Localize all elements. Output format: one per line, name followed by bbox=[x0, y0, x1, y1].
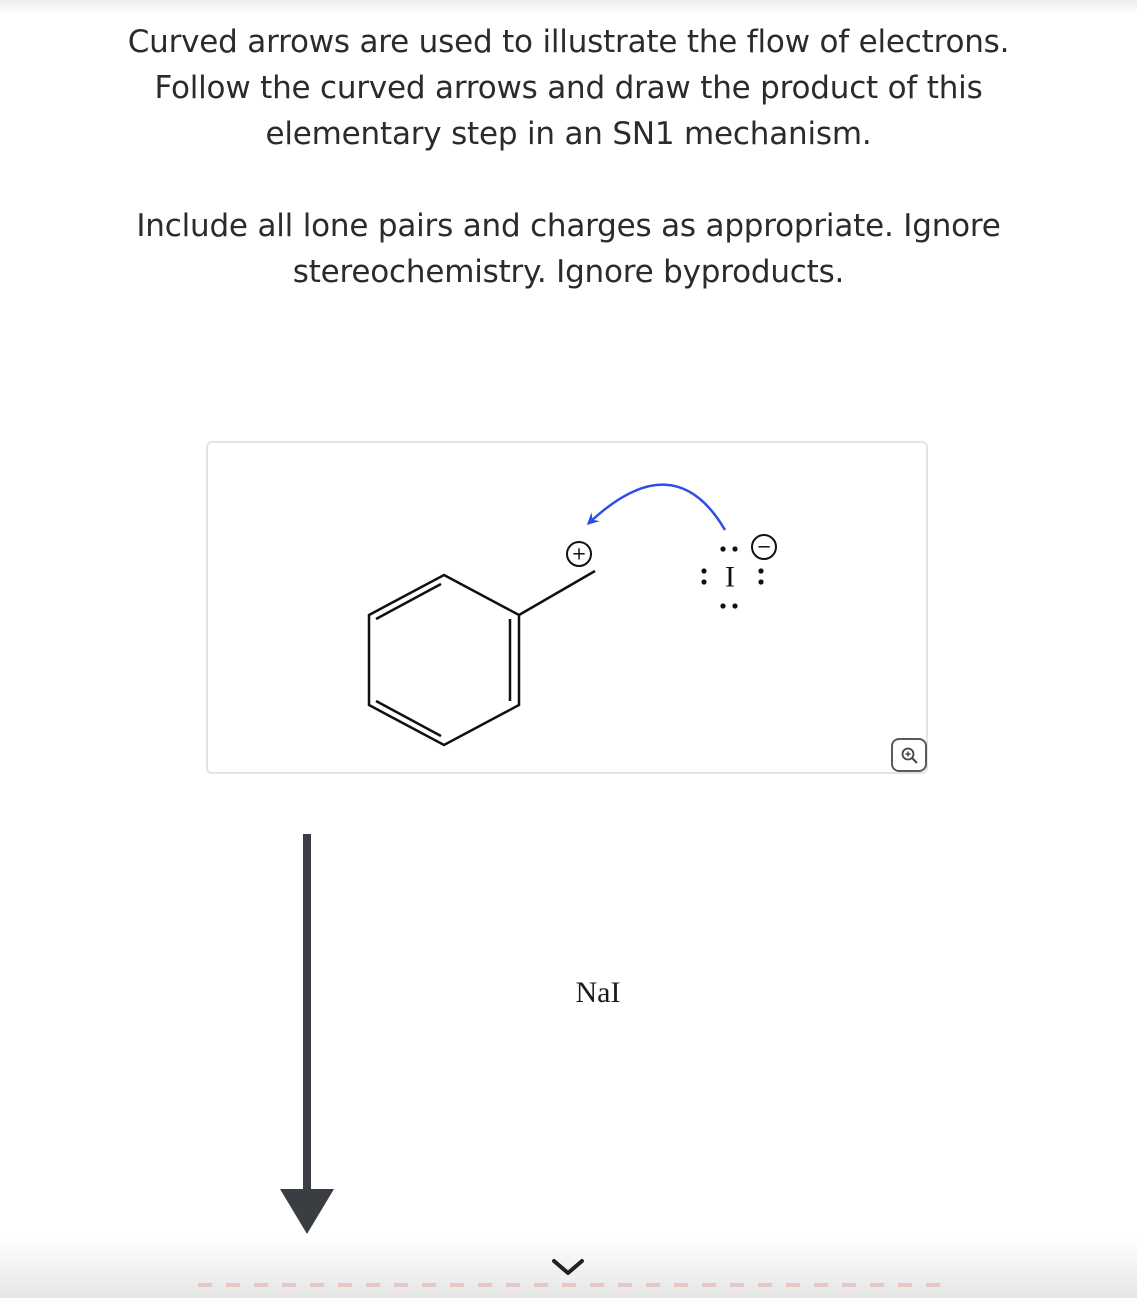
answer-drop-zone-border bbox=[198, 1283, 940, 1287]
question-instructions bbox=[0, 19, 1137, 157]
instruction-line-1: Curved arrows are used to illustrate the flow of electrons. bbox=[127, 24, 1010, 60]
instruction-line-5: stereochemistry. Ignore byproducts. bbox=[292, 254, 845, 290]
benzene-ring bbox=[369, 575, 519, 745]
question-notes bbox=[0, 203, 1137, 295]
benzylic-bond bbox=[519, 571, 595, 615]
instruction-line-3: elementary step in an SN1 mechanism. bbox=[265, 116, 872, 152]
magnifier-plus-icon bbox=[900, 746, 920, 766]
negative-charge-icon bbox=[752, 535, 776, 559]
cation-charge-label: + bbox=[571, 543, 587, 565]
iodide-atom: I bbox=[725, 560, 735, 594]
mechanism-canvas bbox=[206, 441, 928, 774]
reagent-label: NaI bbox=[575, 976, 621, 1009]
chevron-down-icon[interactable] bbox=[549, 1256, 587, 1278]
zoom-button[interactable] bbox=[891, 738, 927, 772]
top-fade bbox=[0, 0, 1137, 14]
anion-charge-label: − bbox=[756, 536, 772, 558]
curved-electron-arrow bbox=[589, 485, 725, 530]
instruction-line-2: Follow the curved arrows and draw the product of this bbox=[154, 70, 983, 106]
mechanism-diagram bbox=[208, 443, 930, 776]
reaction-arrow-icon bbox=[278, 834, 338, 1238]
instruction-line-4: Include all lone pairs and charges as appropriate. Ignore bbox=[136, 208, 1001, 244]
positive-charge-icon bbox=[567, 542, 591, 566]
